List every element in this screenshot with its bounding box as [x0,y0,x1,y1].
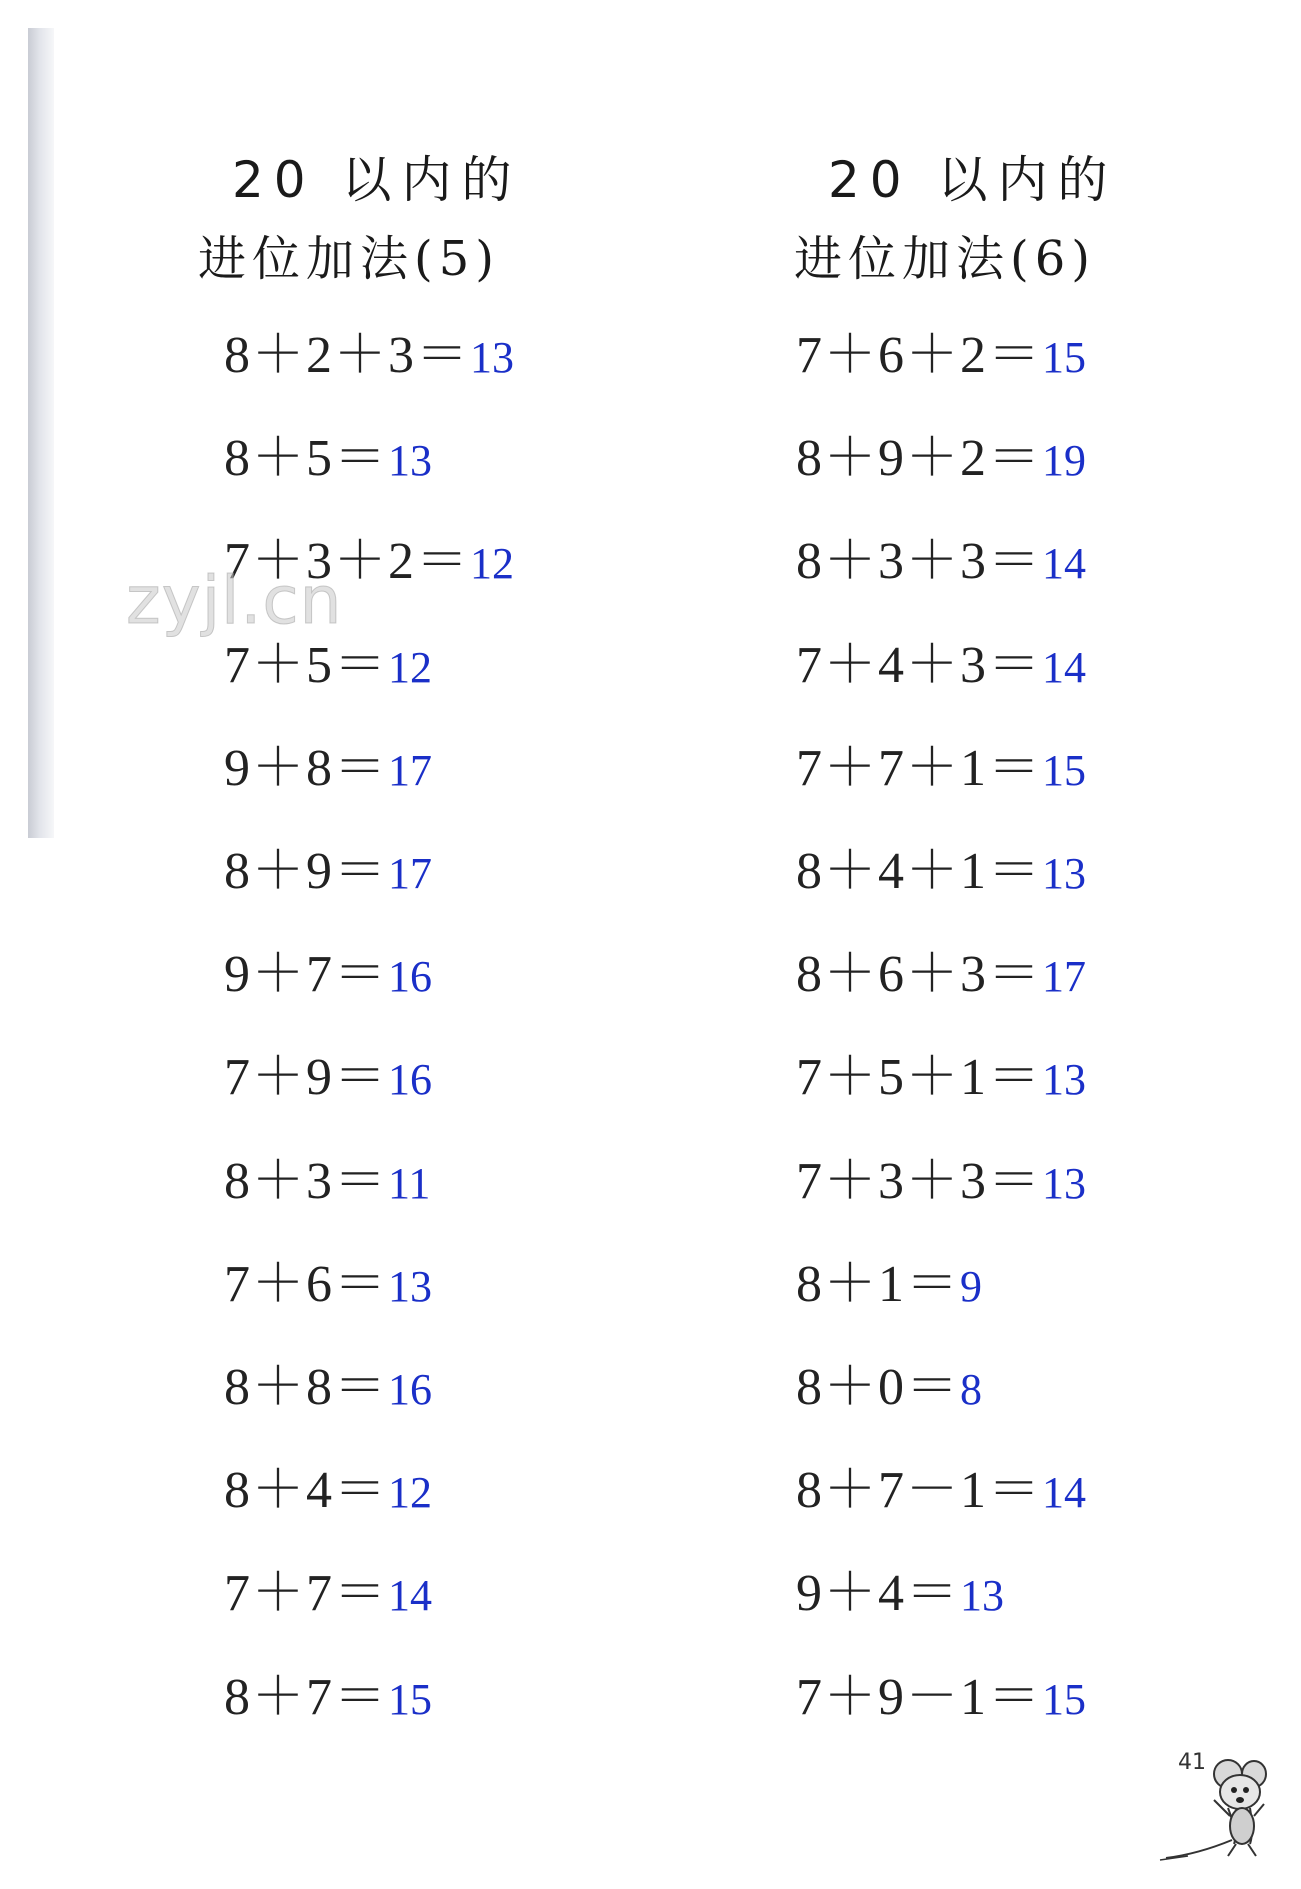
equation-row [224,1359,433,1416]
equation-row [796,533,1087,591]
equation-expression: 8＋2＋3＝ [224,327,471,384]
left-title: 20 以内的 [232,151,522,209]
equation-answer: 19 [1042,436,1087,486]
equation-answer: 13 [1042,1158,1087,1208]
equation-answer: 14 [1042,1468,1087,1518]
equation-expression: 8＋6＋3＝ [796,946,1043,1004]
equation-answer: 12 [388,642,433,692]
equation-expression: 7＋5＝ [224,636,389,694]
equation-expression: 9＋8＝ [224,739,389,797]
equation-expression: 8＋7－1＝ [796,1462,1043,1520]
mouse-mascot-icon [1158,1744,1268,1864]
equation-expression: 7＋3＋2＝ [224,533,471,591]
equation-expression: 8＋3＋3＝ [796,533,1043,591]
equation-answer: 16 [388,1055,433,1105]
equation-row [796,1668,1087,1726]
equation-row [796,843,1087,900]
page-number: 41 [1178,1750,1206,1775]
equation-answer: 15 [1042,745,1087,795]
book-spine-shadow [28,28,54,838]
equation-row [796,1462,1087,1520]
equation-expression: 8＋9＝ [224,843,389,900]
equation-answer: 15 [1042,1674,1087,1724]
equation-row [796,1565,1005,1623]
equation-answer: 12 [388,1468,433,1518]
equation-answer: 13 [388,1261,433,1311]
equation-expression: 7＋6＋2＝ [796,327,1043,384]
equation-answer: 17 [388,849,433,898]
right-subtitle: 进位加法(6) [794,231,1096,287]
equation-expression: 7＋4＋3＝ [796,636,1043,694]
equation-expression: 7＋3＋3＝ [796,1152,1043,1210]
equation-answer: 13 [1042,849,1087,898]
equation-expression: 7＋9＝ [224,1049,389,1107]
equation-row [796,1049,1087,1107]
equation-expression: 8＋7＝ [224,1668,389,1726]
equation-answer: 14 [388,1571,433,1621]
equation-expression: 7＋7＋1＝ [796,739,1043,797]
equation-answer: 8 [960,1365,983,1414]
equation-expression: 7＋5＋1＝ [796,1049,1043,1107]
equation-expression: 8＋8＝ [224,1359,389,1416]
equation-row [796,1152,1087,1210]
equation-answer: 15 [388,1674,433,1724]
equation-row [224,327,515,384]
equation-row [224,946,433,1004]
equation-row [224,636,433,694]
equation-row [224,1255,433,1313]
equation-row [224,739,433,797]
equation-row [224,1462,433,1520]
equation-answer: 16 [388,952,433,1002]
equation-expression: 9＋4＝ [796,1565,961,1623]
equation-answer: 15 [1042,333,1087,382]
equation-expression: 7＋6＝ [224,1255,389,1313]
equation-expression: 8＋0＝ [796,1359,961,1416]
equation-answer: 14 [1042,539,1087,589]
equation-answer: 16 [388,1365,433,1414]
equation-answer: 11 [388,1158,431,1208]
equation-expression: 8＋9＋2＝ [796,430,1043,488]
equation-row [224,1565,433,1623]
right-title: 20 以内的 [828,151,1118,209]
equation-answer: 17 [1042,952,1087,1002]
equation-answer: 13 [470,333,515,382]
equation-expression: 8＋4＝ [224,1462,389,1520]
equation-row [796,739,1087,797]
equation-expression: 8＋5＝ [224,430,389,488]
equation-expression: 7＋7＝ [224,1565,389,1623]
equation-answer: 9 [960,1261,983,1311]
equation-row [224,430,433,488]
equation-answer: 17 [388,745,433,795]
equation-row [796,327,1087,384]
equation-answer: 13 [1042,1055,1087,1105]
equation-answer: 12 [470,539,515,589]
equation-expression: 8＋4＋1＝ [796,843,1043,900]
equation-row [796,430,1087,488]
equation-answer: 13 [960,1571,1005,1621]
equation-row [224,1668,433,1726]
equation-row [224,1049,433,1107]
equation-row [796,636,1087,694]
equation-expression: 7＋9－1＝ [796,1668,1043,1726]
equation-row [796,1255,983,1313]
equation-expression: 9＋7＝ [224,946,389,1004]
left-subtitle: 进位加法(5) [198,231,500,287]
equation-answer: 13 [388,436,433,486]
equation-row [796,1359,983,1416]
watermark: zyjl.cn [126,562,343,639]
equation-expression: 8＋3＝ [224,1152,389,1210]
equation-answer: 14 [1042,642,1087,692]
equation-expression: 8＋1＝ [796,1255,961,1313]
equation-row [224,843,433,900]
equation-row [224,1152,431,1210]
equation-row [796,946,1087,1004]
